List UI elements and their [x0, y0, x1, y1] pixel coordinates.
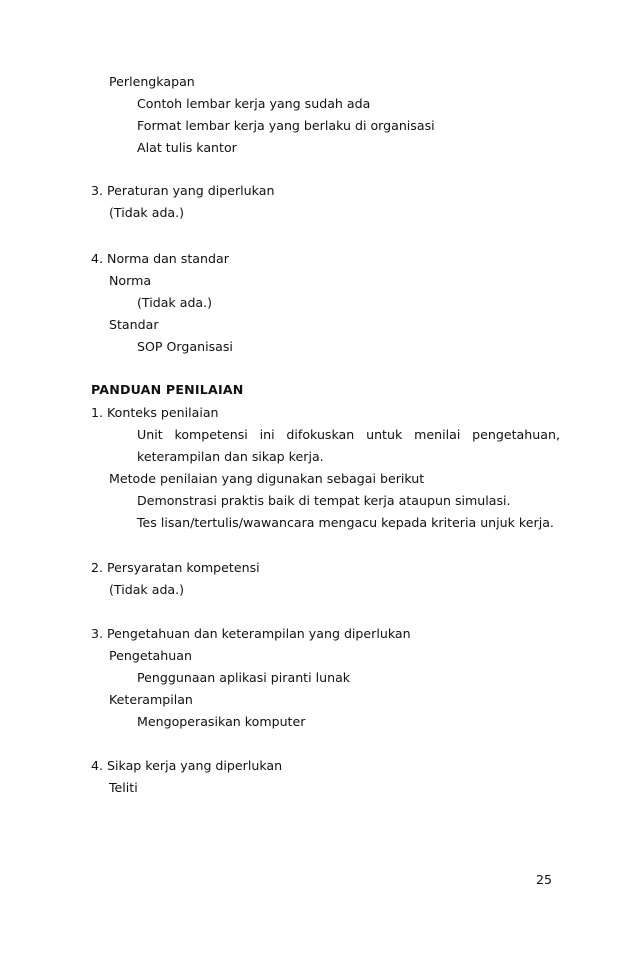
metode-label: Metode penilaian yang digunakan sebagai berikut: [109, 471, 425, 486]
konteks-heading: 1. Konteks penilaian: [91, 405, 219, 420]
konteks-word: menilai: [414, 427, 461, 442]
perlengkapan-item-1: Contoh lembar kerja yang sudah ada: [137, 96, 371, 111]
pengetahuan-label: Pengetahuan: [109, 648, 192, 663]
sikap-heading: 4. Sikap kerja yang diperlukan: [91, 758, 283, 773]
perlengkapan-item-2: Format lembar kerja yang berlaku di organisasi: [137, 118, 435, 133]
standar-value: SOP Organisasi: [137, 339, 233, 354]
keterampilan-label: Keterampilan: [109, 692, 193, 707]
sikap-value: Teliti: [109, 780, 138, 795]
persyaratan-heading: 2. Persyaratan kompetensi: [91, 560, 260, 575]
page-number: 25: [536, 872, 553, 887]
konteks-word: difokuskan: [286, 427, 355, 442]
norma-label: Norma: [109, 273, 152, 288]
pengetahuan-keterampilan-heading: 3. Pengetahuan dan keterampilan yang diperlukan: [91, 626, 411, 641]
perlengkapan-label: Perlengkapan: [109, 74, 195, 89]
konteks-word: Unit: [137, 427, 163, 442]
norma-value: (Tidak ada.): [137, 295, 213, 310]
konteks-paragraph-line-1: [137, 427, 560, 443]
peraturan-heading: 3. Peraturan yang diperlukan: [91, 183, 275, 198]
pengetahuan-value: Penggunaan aplikasi piranti lunak: [137, 670, 351, 685]
keterampilan-value: Mengoperasikan komputer: [137, 714, 306, 729]
persyaratan-value: (Tidak ada.): [109, 582, 185, 597]
metode-item-2: Tes lisan/tertulis/wawancara mengacu kepada kriteria unjuk kerja.: [137, 515, 554, 530]
metode-item-1: Demonstrasi praktis baik di tempat kerja ataupun simulasi.: [137, 493, 511, 508]
panduan-penilaian-title: PANDUAN PENILAIAN: [91, 382, 244, 397]
norma-standar-heading: 4. Norma dan standar: [91, 251, 229, 266]
perlengkapan-item-3: Alat tulis kantor: [137, 140, 237, 155]
standar-label: Standar: [109, 317, 159, 332]
konteks-word: untuk: [366, 427, 403, 442]
konteks-word: pengetahuan,: [472, 427, 560, 442]
konteks-paragraph-line-2: keterampilan dan sikap kerja.: [137, 449, 324, 464]
konteks-word: ini: [259, 427, 275, 442]
peraturan-value: (Tidak ada.): [109, 205, 185, 220]
konteks-word: kompetensi: [174, 427, 248, 442]
